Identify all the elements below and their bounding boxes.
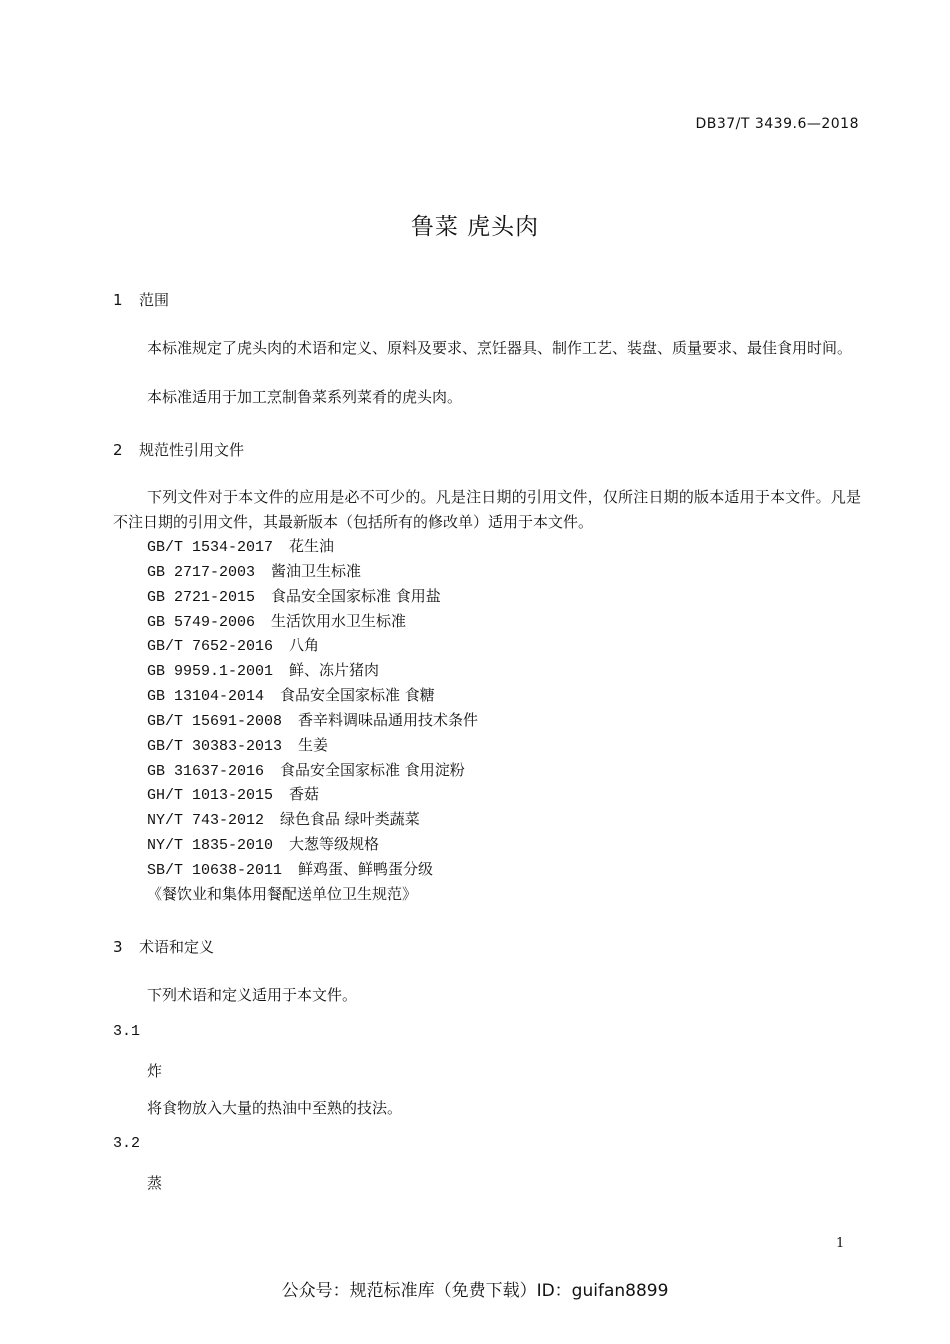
section-title: 规范性引用文件: [139, 441, 245, 459]
document-title: 鲁菜 虎头肉: [410, 214, 540, 240]
reference-item: [147, 584, 478, 609]
terms-intro-paragraph: 下列术语和定义适用于本文件。: [147, 986, 358, 1004]
reference-name: 绿色食品 绿叶类蔬菜: [280, 810, 420, 829]
reference-code: GB/T 7652-2016: [147, 638, 274, 656]
reference-code: GB 2721-2015: [147, 588, 256, 606]
reference-name: 鲜、冻片猪肉: [289, 661, 380, 680]
reference-item: [147, 857, 478, 882]
section-number: 1: [113, 291, 123, 309]
reference-name: 生活饮用水卫生标准: [271, 611, 407, 630]
reference-code: GH/T 1013-2015: [147, 787, 274, 805]
reference-code: NY/T 743-2012: [147, 812, 265, 830]
reference-name: 《餐饮业和集体用餐配送单位卫生规范》: [147, 884, 418, 903]
reference-code: GB/T 1534-2017: [147, 539, 274, 556]
reference-name: 大葱等级规格: [289, 835, 380, 854]
reference-name: 香菇: [289, 785, 320, 804]
reference-item: [147, 733, 478, 758]
term-definition: 将食物放入大量的热油中至熟的技法。: [147, 1099, 403, 1117]
reference-name: 鲜鸡蛋、鲜鸭蛋分级: [298, 859, 434, 878]
scope-paragraph-2: 本标准适用于加工烹制鲁菜系列菜肴的虎头肉。: [147, 388, 463, 406]
reference-code: GB 9959.1-2001: [147, 663, 274, 681]
reference-code: GB 2717-2003: [147, 563, 256, 581]
clause-number-3-2: 3.2: [113, 1135, 141, 1152]
section-heading-terms: [113, 936, 214, 957]
reference-item: [147, 609, 478, 634]
section-title: 术语和定义: [139, 938, 215, 956]
reference-name: 食品安全国家标准 食用盐: [271, 586, 441, 605]
section-heading-scope: [113, 289, 169, 310]
reference-name: 酱油卫生标准: [271, 561, 362, 580]
term-heading: 蒸: [147, 1174, 163, 1192]
reference-item: [147, 832, 478, 857]
page-number: 1: [836, 1236, 845, 1251]
reference-code: GB/T 30383-2013: [147, 737, 283, 755]
reference-item: [147, 882, 478, 907]
reference-item: [147, 807, 478, 832]
scope-paragraph-1: 本标准规定了虎头肉的术语和定义、原料及要求、烹饪器具、制作工艺、装盘、质量要求、最佳食用时间。: [147, 339, 853, 357]
normative-intro-paragraph: 下列文件对于本文件的应用是必不可少的。凡是注日期的引用文件，仅所注日期的版本适用于本文件。凡是不注日期的引用文件，其最新版本（包括所有的修改单）适用于本文件。: [113, 488, 861, 531]
clause-number-3-1: 3.1: [113, 1023, 141, 1040]
reference-item: [147, 633, 478, 658]
reference-code: GB/T 15691-2008: [147, 712, 283, 730]
section-title: 范围: [139, 291, 170, 309]
reference-item: [147, 708, 478, 733]
footer-watermark-text: 公众号：规范标准库（免费下载）ID：guifan8899: [281, 1281, 669, 1301]
section-heading-normative-references: [113, 439, 244, 460]
reference-name: 花生油: [289, 537, 335, 555]
reference-item: [147, 534, 478, 559]
reference-item: [147, 758, 478, 783]
reference-code: GB 5749-2006: [147, 613, 256, 631]
reference-name: 食品安全国家标准 食糖: [280, 686, 435, 705]
reference-list: [147, 534, 478, 907]
term-heading: 炸: [147, 1062, 163, 1080]
reference-item: [147, 782, 478, 807]
reference-item: [147, 658, 478, 683]
reference-name: 八角: [289, 636, 320, 655]
reference-code: GB 13104-2014: [147, 688, 265, 706]
reference-code: GB 31637-2016: [147, 762, 265, 780]
reference-code: NY/T 1835-2010: [147, 837, 274, 855]
reference-name: 香辛料调味品通用技术条件: [298, 710, 479, 729]
section-number: 3: [113, 938, 123, 956]
reference-item: [147, 683, 478, 708]
reference-name: 食品安全国家标准 食用淀粉: [280, 760, 465, 779]
reference-name: 生姜: [298, 735, 329, 754]
section-number: 2: [113, 441, 123, 459]
reference-item: [147, 559, 478, 584]
standard-code: DB37/T 3439.6—2018: [695, 116, 859, 132]
reference-code: SB/T 10638-2011: [147, 861, 283, 879]
